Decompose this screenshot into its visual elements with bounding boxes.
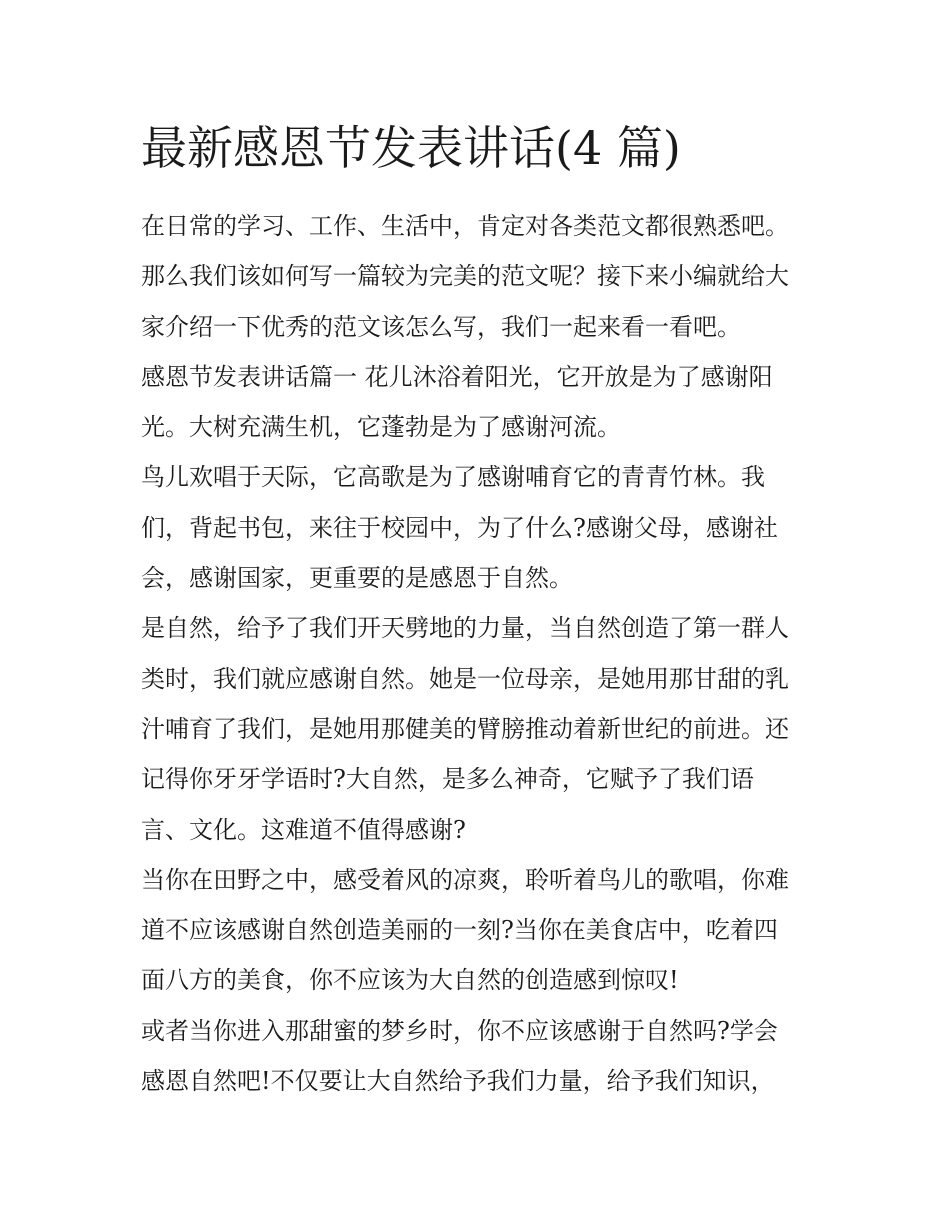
body-line-9: 是自然，给予了我们开天劈地的力量，当自然创造了第一群人 bbox=[141, 614, 789, 643]
body-line-18: 感恩自然吧!不仅要让大自然给予我们力量，给予我们知识， bbox=[141, 1067, 775, 1096]
body-line-17: 或者当你进入那甜蜜的梦乡时，你不应该感谢于自然吗?学会 bbox=[141, 1016, 778, 1045]
body-line-2: 那么我们该如何写一篇较为完美的范文呢？接下来小编就给大 bbox=[141, 262, 789, 291]
body-line-3: 家介绍一下优秀的范文该怎么写，我们一起来看一看吧。 bbox=[141, 312, 741, 341]
body-line-1: 在日常的学习、工作、生活中，肯定对各类范文都很熟悉吧。 bbox=[141, 212, 789, 240]
body-line-12: 记得你牙牙学语时?大自然，是多么神奇，它赋予了我们语 bbox=[141, 765, 754, 794]
document-title: 最新感恩节发表讲话(4 篇) bbox=[141, 121, 681, 175]
body-line-14: 当你在田野之中，感受着风的凉爽，聆听着鸟儿的歌唱，你难 bbox=[141, 865, 789, 894]
document-body bbox=[141, 201, 821, 1106]
body-line-7: 们，背起书包，来往于校园中，为了什么?感谢父母，感谢社 bbox=[141, 513, 778, 542]
body-line-13: 言、文化。这难道不值得感谢? bbox=[141, 815, 466, 844]
body-line-11: 汁哺育了我们，是她用那健美的臂膀推动着新世纪的前进。还 bbox=[141, 714, 789, 743]
body-line-5: 光。大树充满生机，它蓬勃是为了感谢河流。 bbox=[141, 413, 621, 442]
body-line-15: 道不应该感谢自然创造美丽的一刻?当你在美食店中，吃着四 bbox=[141, 916, 778, 945]
body-line-4: 感恩节发表讲话篇一 花儿沐浴着阳光，它开放是为了感谢阳 bbox=[141, 362, 773, 391]
body-line-8: 会，感谢国家，更重要的是感恩于自然。 bbox=[141, 564, 573, 593]
body-line-6: 鸟儿欢唱于天际，它高歌是为了感谢哺育它的青青竹林。我 bbox=[141, 463, 765, 492]
body-line-16: 面八方的美食，你不应该为大自然的创造感到惊叹! bbox=[141, 966, 679, 995]
body-line-10: 类时，我们就应感谢自然。她是一位母亲，是她用那甘甜的乳 bbox=[141, 664, 789, 693]
